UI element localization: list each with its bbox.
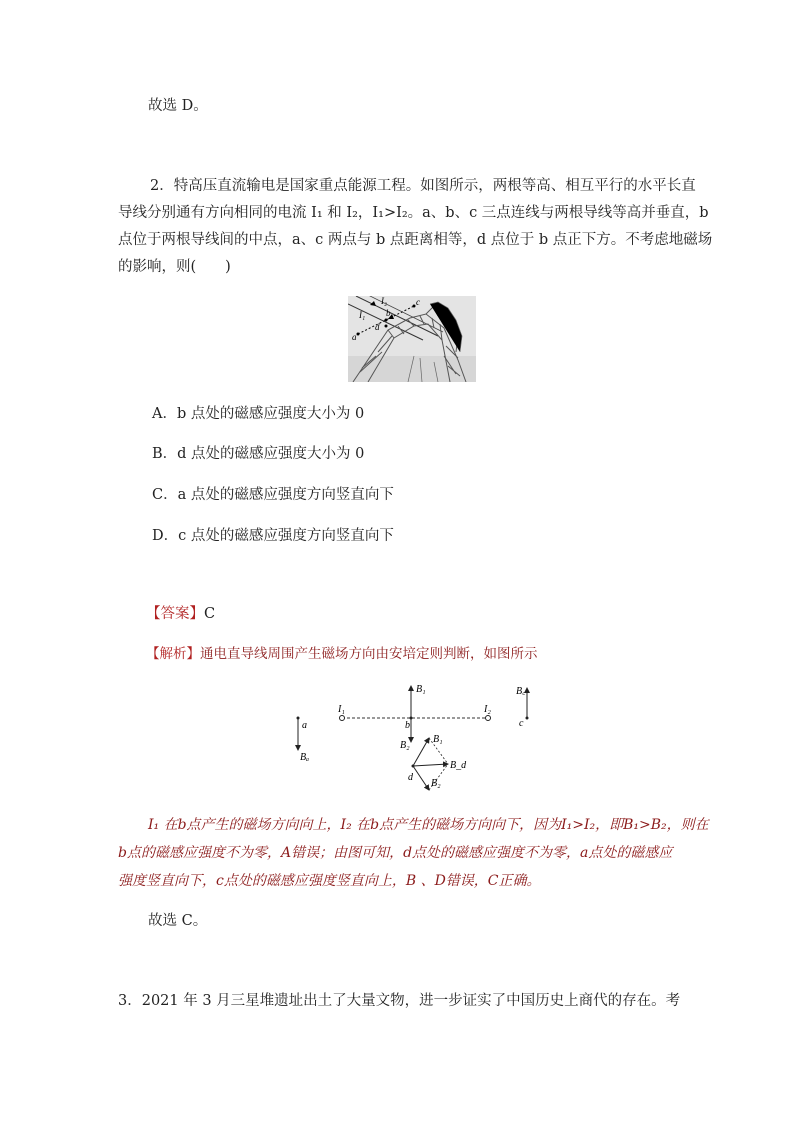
- answer-line: [146, 604, 215, 624]
- diagram-label-Bd: B_d: [450, 760, 467, 771]
- previous-conclusion: 故选 D。: [148, 98, 208, 114]
- analysis-intro-line: [146, 644, 538, 664]
- diagram-label-a: a: [302, 720, 307, 731]
- question-3-start: 3．2021 年 3 月三星堆遗址出土了大量文物，进一步证实了中国历史上商代的存在。考: [118, 993, 681, 1009]
- conclusion: 故选 C。: [148, 913, 208, 929]
- analysis-line-1: I₁ 在b点产生的磁场方向向上，I₂ 在b点产生的磁场方向向下，因为I₁>I₂，即B₁>B₂，则在: [148, 817, 709, 833]
- diagram-label-I2: I₂: [484, 704, 491, 715]
- magnetic-field-diagram: [290, 680, 540, 796]
- photo-label-I2: I₂: [381, 296, 388, 306]
- diagram-label-c: c: [519, 718, 524, 729]
- diagram-label-B1-at-b: B₁: [416, 684, 426, 695]
- question-2-line-3: 点位于两根导线间的中点，a、c 两点与 b 点距离相等，d 点位于 b 点正下方。不考虑地磁场: [118, 232, 713, 248]
- diagram-label-Bc: B꜀: [516, 686, 526, 697]
- diagram-label-B2-at-d: B₂: [431, 778, 441, 789]
- option-d: D．c 点处的磁感应强度方向竖直向下: [152, 528, 394, 544]
- diagram-label-b: b: [405, 720, 410, 731]
- analysis-line-3: 强度竖直向下，c点处的磁感应强度竖直向上，B 、D错误，C正确。: [118, 873, 541, 889]
- option-b: B．d 点处的磁感应强度大小为 0: [152, 446, 365, 462]
- analysis-line-2: b点的磁感应强度不为零，A错误；由图可知，d点处的磁感应强度不为零，a点处的磁感应: [118, 845, 673, 861]
- photo-label-a: a: [352, 332, 357, 342]
- transmission-tower-photo: [348, 296, 476, 382]
- analysis-intro: 通电直导线周围产生磁场方向由安培定则判断，如图所示: [200, 646, 538, 662]
- photo-label-c: c: [416, 297, 420, 307]
- diagram-label-I1: I₁: [338, 704, 345, 715]
- photo-label-d: d: [375, 322, 380, 332]
- diagram-label-B2-at-b: B₂: [400, 740, 410, 751]
- diagram-label-d: d: [408, 772, 413, 783]
- option-a: A．b 点处的磁感应强度大小为 0: [152, 406, 365, 422]
- diagram-label-Ba: Bₐ: [300, 752, 310, 763]
- diagram-label-B1-at-d: B₁: [433, 734, 443, 745]
- question-2-line-1: 2．特高压直流输电是国家重点能源工程。如图所示，两根等高、相互平行的水平长直: [150, 178, 696, 194]
- question-2-line-4: 的影响，则( ): [118, 259, 231, 275]
- analysis-label: 【解析】: [146, 646, 200, 662]
- question-2-line-2: 导线分别通有方向相同的电流 I₁ 和 I₂，I₁>I₂。a、b、c 三点连线与两根导线等高并垂直，b: [118, 205, 709, 221]
- answer-label: 【答案】: [146, 606, 204, 622]
- photo-label-I1: I₁: [359, 310, 366, 320]
- answer-value: C: [204, 606, 216, 622]
- photo-label-b: b: [386, 308, 391, 318]
- option-c: C．a 点处的磁感应强度方向竖直向下: [152, 487, 394, 503]
